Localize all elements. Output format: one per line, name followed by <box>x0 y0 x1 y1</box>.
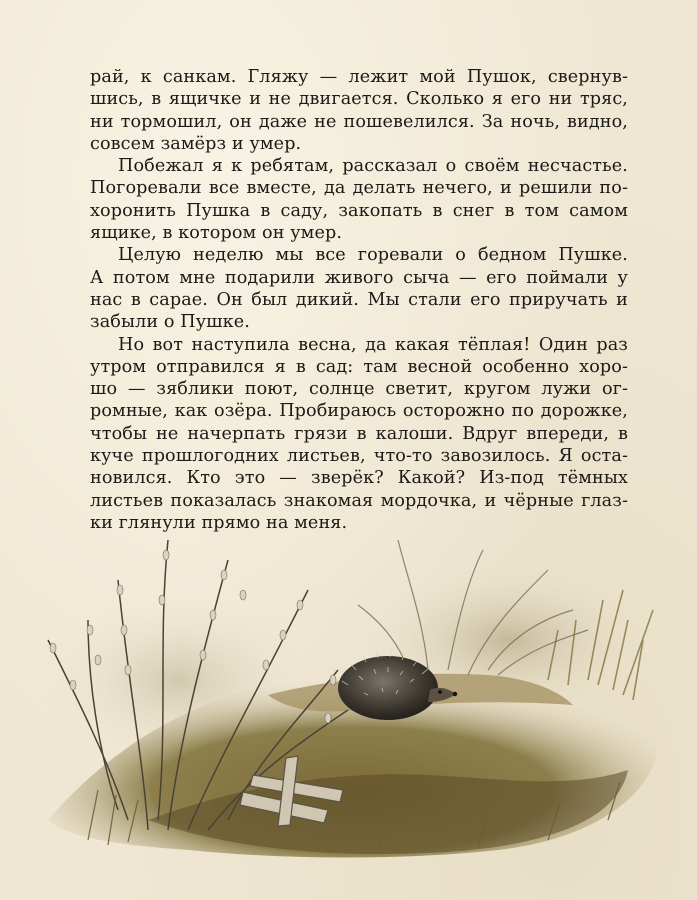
text-line: листьев показалась знакомая мордочка, и чёрные глаз- <box>90 490 628 511</box>
text-line: А потом мне подарили живого сыча — его поймали у <box>90 267 628 288</box>
text-line: Погоревали все вместе, да делать нечего, и решили по- <box>90 178 628 199</box>
text-line: нас в сарае. Он был дикий. Мы стали его приручать и <box>90 289 628 310</box>
hedgehog-nose <box>453 692 457 696</box>
text-line: новился. Кто это — зверёк? Какой? Из-под тёмных <box>90 468 628 489</box>
text-line: хоронить Пушка в саду, закопать в снег в том самом <box>90 200 628 221</box>
text-line: Но вот наступила весна, да какая тёплая! Один раз <box>118 334 628 355</box>
hedgehog-body <box>338 656 438 720</box>
text-line: чтобы не начерпать грязи в калоши. Вдруг впереди, в <box>90 423 628 444</box>
text-line: шись, в ящичке и не двигается. Сколько я его ни тряс, <box>90 89 628 110</box>
text-line: Целую неделю мы все горевали о бедном Пушке. <box>118 245 628 266</box>
text-line: утром отправился я в сад: там весной особенно хоро- <box>90 356 628 377</box>
text-line: рай, к санкам. Гляжу — лежит мой Пушок, свернув- <box>90 67 628 87</box>
text-line: ящике, в котором он умер. <box>90 223 343 244</box>
hedgehog-illustration <box>28 520 668 865</box>
garden-scene-image <box>28 520 668 865</box>
text-line: куче прошлогодних листьев, что-то завозилось. Я оста- <box>90 446 628 467</box>
text-line: совсем замёрз и умер. <box>90 133 302 154</box>
text-line: ромные, как озёра. Пробираюсь осторожно по дорожке, <box>90 401 628 422</box>
text-line: ни тормошил, он даже не пошевелился. За ночь, видно, <box>90 111 628 132</box>
hedgehog-eye <box>438 690 442 694</box>
story-text <box>90 66 628 534</box>
text-line: ки глянули прямо на меня. <box>90 512 348 533</box>
text-line: Побежал я к ребятам, рассказал о своём несчастье. <box>118 156 628 177</box>
text-line: забыли о Пушке. <box>90 312 250 333</box>
text-line: шо — зяблики поют, солнце светит, кругом лужи ог- <box>90 379 628 400</box>
